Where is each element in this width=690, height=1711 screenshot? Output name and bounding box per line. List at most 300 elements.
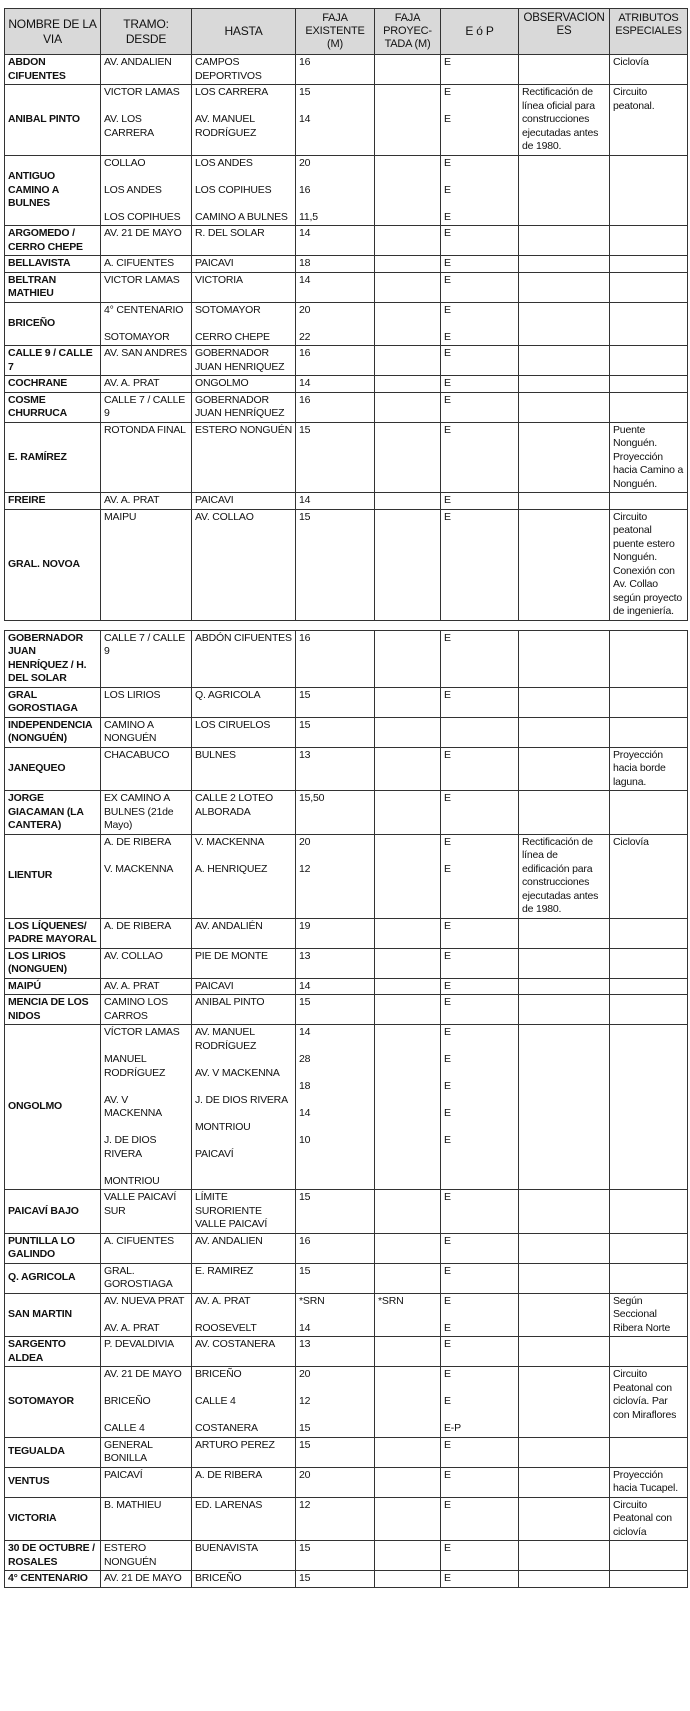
segment-value: E: [444, 1264, 451, 1277]
segment-value: [378, 211, 437, 225]
table-row: [5, 1467, 688, 1497]
segment-value: AV. COLLAO: [195, 510, 254, 523]
segment-value: AV. MANUEL RODRÍGUEZ: [195, 113, 257, 139]
segment-value: A. DE RIBERA: [104, 835, 172, 848]
hasta-cell: [192, 376, 296, 393]
segment-value: 14: [299, 494, 311, 506]
segment-value: [378, 1395, 437, 1409]
segment-value: [378, 1439, 437, 1453]
segment-value: LOS ANDES: [104, 183, 162, 196]
atributos-cell: [610, 948, 688, 978]
atributos-cell: Puente Nonguén. Proyección hacia Camino a Nonguén.: [610, 422, 688, 493]
segment-value: 15: [299, 1191, 311, 1203]
observaciones-cell: [519, 1571, 610, 1588]
table-row: [5, 918, 688, 948]
faja-existente-cell: [296, 747, 375, 791]
segment-value: ANIBAL PINTO: [195, 996, 265, 1008]
street-name-cell: ARGOMEDO / CERRO CHEPE: [5, 226, 101, 256]
street-name-cell: MAIPÚ: [5, 978, 101, 995]
segment-value: CAMINO LOS CARROS: [104, 996, 168, 1022]
segment-value: 14: [299, 273, 311, 286]
street-name-cell: PUNTILLA LO GALINDO: [5, 1233, 101, 1263]
segment-value: E: [444, 1368, 451, 1380]
observaciones-cell: [519, 1497, 610, 1541]
segment-value: *SRN: [378, 1294, 404, 1307]
faja-proyectada-cell: [375, 55, 441, 85]
segment-value: E: [444, 1572, 451, 1584]
segment-value: E: [444, 1438, 451, 1451]
segment-value: BRICEÑO: [195, 1572, 242, 1584]
segment-value: LOS CARRERA: [195, 86, 269, 98]
table-row: [5, 1190, 688, 1234]
street-name-cell: GRAL GOROSTIAGA: [5, 687, 101, 717]
atributos-cell: [610, 272, 688, 302]
segment-value: [378, 1191, 437, 1205]
atributos-cell: [610, 978, 688, 995]
e-o-p-cell: [441, 687, 519, 717]
faja-existente-cell: [296, 422, 375, 493]
table-row: [5, 1293, 688, 1337]
segment-value: A. CIFUENTES: [104, 1234, 174, 1247]
segment-value: 16: [299, 347, 311, 359]
segment-value: 16: [299, 393, 311, 406]
desde-cell: [101, 791, 192, 835]
atributos-cell: [610, 717, 688, 747]
segment-value: GOBERNADOR JUAN HENRÍQUEZ: [195, 393, 285, 419]
segment-value: [378, 1338, 437, 1352]
table-row: [5, 1437, 688, 1467]
street-name-cell: BELLAVISTA: [5, 256, 101, 273]
observaciones-cell: [519, 747, 610, 791]
streets-table-part-2: [4, 630, 688, 1588]
street-name-cell: TEGUALDA: [5, 1437, 101, 1467]
street-name-cell: SARGENTO ALDEA: [5, 1337, 101, 1367]
desde-cell: [101, 346, 192, 376]
segment-value: E: [444, 1234, 451, 1247]
segment-value: [378, 950, 437, 964]
segment-value: 14: [299, 979, 311, 992]
faja-existente-cell: [296, 85, 375, 156]
segment-value: 16: [299, 183, 311, 196]
faja-existente-cell: [296, 1497, 375, 1541]
segment-value: VICTORIA: [195, 273, 243, 286]
atributos-cell: Ciclovía: [610, 55, 688, 85]
atributos-cell: Proyección hacia Tucapel.: [610, 1467, 688, 1497]
header-row: [5, 9, 688, 55]
hasta-cell: [192, 687, 296, 717]
segment-value: 13: [299, 949, 311, 962]
observaciones-cell: [519, 1190, 610, 1234]
e-o-p-cell: [441, 1367, 519, 1438]
segment-value: [378, 1235, 437, 1249]
table-row: [5, 422, 688, 493]
header-hasta: HASTA: [192, 9, 296, 55]
e-o-p-cell: [441, 509, 519, 620]
e-o-p-cell: [441, 948, 519, 978]
desde-cell: [101, 256, 192, 273]
segment-value: [378, 920, 437, 934]
faja-proyectada-cell: [375, 392, 441, 422]
hasta-cell: [192, 1497, 296, 1541]
faja-proyectada-cell: [375, 948, 441, 978]
faja-proyectada-cell: [375, 226, 441, 256]
desde-cell: [101, 1337, 192, 1367]
segment-value: PAICAVÍ: [195, 1147, 234, 1160]
faja-existente-cell: [296, 55, 375, 85]
atributos-cell: Proyección hacia borde laguna.: [610, 747, 688, 791]
segment-value: 14: [299, 1107, 311, 1119]
segment-value: 15: [299, 688, 311, 701]
segment-value: 12: [299, 862, 311, 875]
faja-existente-cell: [296, 630, 375, 687]
atributos-cell: Ciclovía: [610, 834, 688, 918]
segment-value: E: [444, 919, 451, 932]
desde-cell: [101, 1190, 192, 1234]
street-name-cell: GOBERNADOR JUAN HENRÍQUEZ / H. DEL SOLAR: [5, 630, 101, 687]
table-row: [5, 1367, 688, 1438]
segment-value: MAIPU: [104, 510, 137, 523]
segment-value: 15: [299, 718, 311, 731]
segment-value: E: [444, 393, 451, 406]
segment-value: [378, 1322, 437, 1336]
observaciones-cell: [519, 509, 610, 620]
segment-value: LOS ANDES: [195, 156, 253, 169]
segment-value: EX CAMINO A BULNES (21de Mayo): [104, 792, 174, 831]
e-o-p-cell: [441, 1190, 519, 1234]
atributos-cell: Circuito Peatonal con ciclovía. Par con Miraflores: [610, 1367, 688, 1438]
segment-value: 12: [299, 1395, 311, 1407]
segment-value: 15: [299, 996, 311, 1008]
street-name-cell: BELTRAN MATHIEU: [5, 272, 101, 302]
segment-value: V. MACKENNA: [104, 862, 174, 875]
segment-value: 13: [299, 748, 311, 761]
segment-value: E: [444, 227, 451, 239]
desde-cell: [101, 1233, 192, 1263]
segment-value: LOS LIRIOS: [104, 688, 161, 701]
segment-value: AV. ANDALIEN: [104, 56, 172, 68]
observaciones-cell: [519, 630, 610, 687]
street-name-cell: PAICAVÍ BAJO: [5, 1190, 101, 1234]
segment-value: GRAL. GOROSTIAGA: [104, 1264, 173, 1290]
segment-value: COSTANERA: [195, 1422, 258, 1434]
segment-value: AV. A. PRAT: [104, 979, 160, 992]
segment-value: [378, 494, 437, 508]
observaciones-cell: [519, 995, 610, 1025]
segment-value: VALLE PAICAVÍ SUR: [104, 1191, 177, 1217]
segment-value: AV. COSTANERA: [195, 1338, 276, 1350]
atributos-cell: [610, 256, 688, 273]
segment-value: E: [444, 183, 451, 196]
street-name-cell: E. RAMÍREZ: [5, 422, 101, 493]
atributos-cell: [610, 302, 688, 346]
faja-proyectada-cell: [375, 978, 441, 995]
segment-value: E: [444, 273, 451, 286]
e-o-p-cell: [441, 422, 519, 493]
e-o-p-cell: [441, 834, 519, 918]
observaciones-cell: [519, 918, 610, 948]
segment-value: 15: [299, 1422, 311, 1434]
faja-existente-cell: [296, 392, 375, 422]
e-o-p-cell: [441, 747, 519, 791]
segment-value: E: [444, 113, 451, 125]
segment-value: CAMPOS DEPORTIVOS: [195, 56, 262, 82]
segment-value: 4° CENTENARIO: [104, 303, 184, 316]
atributos-cell: [610, 1541, 688, 1571]
segment-value: AV. COLLAO: [104, 949, 163, 962]
desde-cell: [101, 1541, 192, 1571]
observaciones-cell: [519, 948, 610, 978]
segment-value: [378, 1026, 437, 1040]
atributos-cell: [610, 1571, 688, 1588]
observaciones-cell: [519, 1025, 610, 1190]
faja-proyectada-cell: [375, 155, 441, 226]
desde-cell: [101, 509, 192, 620]
segment-value: CAMINO A NONGUÉN: [104, 718, 157, 744]
e-o-p-cell: [441, 272, 519, 302]
table-row: [5, 493, 688, 510]
atributos-cell: [610, 376, 688, 393]
observaciones-cell: [519, 1233, 610, 1263]
segment-value: E: [444, 1134, 451, 1146]
hasta-cell: [192, 509, 296, 620]
segment-value: [378, 511, 437, 525]
street-name-cell: MENCIA DE LOS NIDOS: [5, 995, 101, 1025]
atributos-cell: [610, 346, 688, 376]
desde-cell: [101, 302, 192, 346]
desde-cell: [101, 834, 192, 918]
street-name-cell: VENTUS: [5, 1467, 101, 1497]
observaciones-cell: [519, 256, 610, 273]
segment-value: [378, 304, 437, 318]
hasta-cell: [192, 791, 296, 835]
desde-cell: [101, 995, 192, 1025]
segment-value: AV. LOS CARRERA: [104, 113, 154, 139]
segment-value: E: [444, 510, 451, 523]
observaciones-cell: [519, 155, 610, 226]
street-name-cell: ANIBAL PINTO: [5, 85, 101, 156]
faja-proyectada-cell: [375, 272, 441, 302]
table-row: [5, 1541, 688, 1571]
faja-proyectada-cell: [375, 422, 441, 493]
segment-value: 20: [299, 835, 311, 848]
segment-value: LOS COPIHUES: [195, 183, 272, 196]
segment-value: [378, 227, 437, 241]
faja-existente-cell: [296, 272, 375, 302]
desde-cell: [101, 1263, 192, 1293]
hasta-cell: [192, 948, 296, 978]
faja-proyectada-cell: [375, 1437, 441, 1467]
hasta-cell: [192, 1337, 296, 1367]
segment-value: E: [444, 330, 451, 343]
hasta-cell: [192, 1367, 296, 1438]
desde-cell: [101, 226, 192, 256]
faja-existente-cell: [296, 346, 375, 376]
e-o-p-cell: [441, 302, 519, 346]
segment-value: 20: [299, 156, 311, 169]
atributos-cell: Circuito peatonal puente estero Nonguén. Conexión con Av. Collao según proyecto de ingeniería.: [610, 509, 688, 620]
table-row: [5, 834, 688, 918]
segment-value: MONTRIOU: [104, 1174, 160, 1187]
header-observaciones: OBSERVACIONES: [519, 9, 610, 55]
faja-existente-cell: [296, 687, 375, 717]
desde-cell: [101, 1467, 192, 1497]
segment-value: 18: [299, 257, 311, 269]
segment-value: E: [444, 748, 451, 761]
e-o-p-cell: [441, 1025, 519, 1190]
segment-value: 11,5: [299, 210, 318, 223]
segment-value: E: [444, 423, 451, 436]
segment-value: 20: [299, 303, 311, 316]
segment-value: BULNES: [195, 748, 236, 761]
observaciones-cell: [519, 687, 610, 717]
segment-value: E: [444, 377, 451, 389]
faja-existente-cell: [296, 1190, 375, 1234]
street-name-cell: GRAL. NOVOA: [5, 509, 101, 620]
faja-proyectada-cell: [375, 1263, 441, 1293]
segment-value: 14: [299, 113, 311, 125]
header-faja-proyectada: FAJA PROYEC-TADA (M): [375, 9, 441, 55]
desde-cell: [101, 376, 192, 393]
segment-value: 15: [299, 86, 311, 98]
e-o-p-cell: [441, 155, 519, 226]
segment-value: BRICEÑO: [195, 1368, 242, 1380]
desde-cell: [101, 1437, 192, 1467]
segment-value: E: [444, 862, 451, 875]
observaciones-cell: Rectificación de línea oficial para construcciones ejecutadas antes de 1980.: [519, 85, 610, 156]
segment-value: [378, 394, 437, 408]
street-name-cell: ONGOLMO: [5, 1025, 101, 1190]
segment-value: [378, 749, 437, 763]
segment-value: [378, 719, 437, 733]
desde-cell: [101, 630, 192, 687]
segment-value: E: [444, 631, 451, 644]
faja-existente-cell: [296, 791, 375, 835]
hasta-cell: [192, 392, 296, 422]
segment-value: [378, 1422, 437, 1436]
desde-cell: [101, 1571, 192, 1588]
hasta-cell: [192, 85, 296, 156]
segment-value: P. DEVALDIVIA: [104, 1338, 174, 1350]
segment-value: ED. LARENAS: [195, 1498, 263, 1511]
segment-value: PAICAVI: [195, 494, 234, 506]
segment-value: B. MATHIEU: [104, 1498, 162, 1511]
segment-value: PAICAVI: [195, 257, 234, 269]
segment-value: A. HENRIQUEZ: [195, 862, 268, 875]
segment-value: E: [444, 1294, 451, 1307]
header-faja-existente: FAJA EXISTENTE (M): [296, 9, 375, 55]
segment-value: E. RAMIREZ: [195, 1264, 254, 1277]
faja-proyectada-cell: [375, 1190, 441, 1234]
faja-proyectada-cell: [375, 302, 441, 346]
segment-value: A. CIFUENTES: [104, 257, 174, 269]
segment-value: 15: [299, 1542, 311, 1554]
segment-value: 15,50: [299, 792, 325, 804]
segment-value: [378, 377, 437, 391]
faja-existente-cell: [296, 493, 375, 510]
faja-existente-cell: [296, 155, 375, 226]
street-name-cell: ANTIGUO CAMINO A BULNES: [5, 155, 101, 226]
faja-proyectada-cell: [375, 747, 441, 791]
segment-value: E: [444, 156, 451, 169]
segment-value: A. DE RIBERA: [104, 919, 172, 932]
segment-value: ROOSEVELT: [195, 1321, 257, 1334]
faja-existente-cell: [296, 1541, 375, 1571]
desde-cell: [101, 392, 192, 422]
segment-value: BUENAVISTA: [195, 1542, 258, 1554]
segment-value: CALLE 7 / CALLE 9: [104, 393, 186, 419]
faja-existente-cell: [296, 1467, 375, 1497]
segment-value: 16: [299, 631, 311, 644]
faja-proyectada-cell: [375, 1571, 441, 1588]
table-row: [5, 717, 688, 747]
segment-value: [378, 1499, 437, 1513]
segment-value: [378, 689, 437, 703]
segment-value: 15: [299, 1438, 311, 1451]
faja-existente-cell: [296, 302, 375, 346]
observaciones-cell: [519, 272, 610, 302]
observaciones-cell: [519, 226, 610, 256]
observaciones-cell: [519, 791, 610, 835]
street-name-cell: 30 DE OCTUBRE / ROSALES: [5, 1541, 101, 1571]
street-name-cell: SAN MARTIN: [5, 1293, 101, 1337]
segment-value: V. MACKENNA: [195, 835, 265, 848]
segment-value: CERRO CHEPE: [195, 330, 270, 343]
segment-value: GENERAL BONILLA: [104, 1438, 153, 1464]
observaciones-cell: [519, 1437, 610, 1467]
segment-value: SOTOMAYOR: [104, 330, 170, 343]
street-name-cell: JORGE GIACAMAN (LA CANTERA): [5, 791, 101, 835]
segment-value: [378, 257, 437, 271]
segment-value: E: [444, 1542, 451, 1554]
segment-value: [378, 1080, 437, 1094]
segment-value: ROTONDA FINAL: [104, 423, 186, 436]
hasta-cell: [192, 1293, 296, 1337]
segment-value: [378, 86, 437, 100]
segment-value: AV. A. PRAT: [195, 1294, 251, 1307]
segment-value: [378, 184, 437, 198]
segment-value: [378, 1469, 437, 1483]
faja-proyectada-cell: [375, 1293, 441, 1337]
street-name-cell: ABDON CIFUENTES: [5, 55, 101, 85]
segment-value: [378, 996, 437, 1010]
table-row: [5, 85, 688, 156]
atributos-cell: [610, 392, 688, 422]
segment-value: 14: [299, 1026, 311, 1038]
segment-value: CAMINO A BULNES: [195, 210, 288, 223]
observaciones-cell: [519, 422, 610, 493]
desde-cell: [101, 747, 192, 791]
segment-value: 16: [299, 56, 311, 68]
observaciones-cell: [519, 55, 610, 85]
segment-value: ABDÓN CIFUENTES: [195, 631, 292, 644]
desde-cell: [101, 717, 192, 747]
desde-cell: [101, 1025, 192, 1190]
segment-value: E: [444, 1026, 451, 1038]
atributos-cell: [610, 1190, 688, 1234]
faja-proyectada-cell: [375, 1541, 441, 1571]
segment-value: [378, 980, 437, 994]
segment-value: E: [444, 347, 451, 359]
faja-existente-cell: [296, 978, 375, 995]
hasta-cell: [192, 834, 296, 918]
atributos-cell: [610, 630, 688, 687]
hasta-cell: [192, 155, 296, 226]
e-o-p-cell: [441, 1293, 519, 1337]
e-o-p-cell: [441, 256, 519, 273]
hasta-cell: [192, 918, 296, 948]
observaciones-cell: [519, 1337, 610, 1367]
faja-proyectada-cell: [375, 834, 441, 918]
